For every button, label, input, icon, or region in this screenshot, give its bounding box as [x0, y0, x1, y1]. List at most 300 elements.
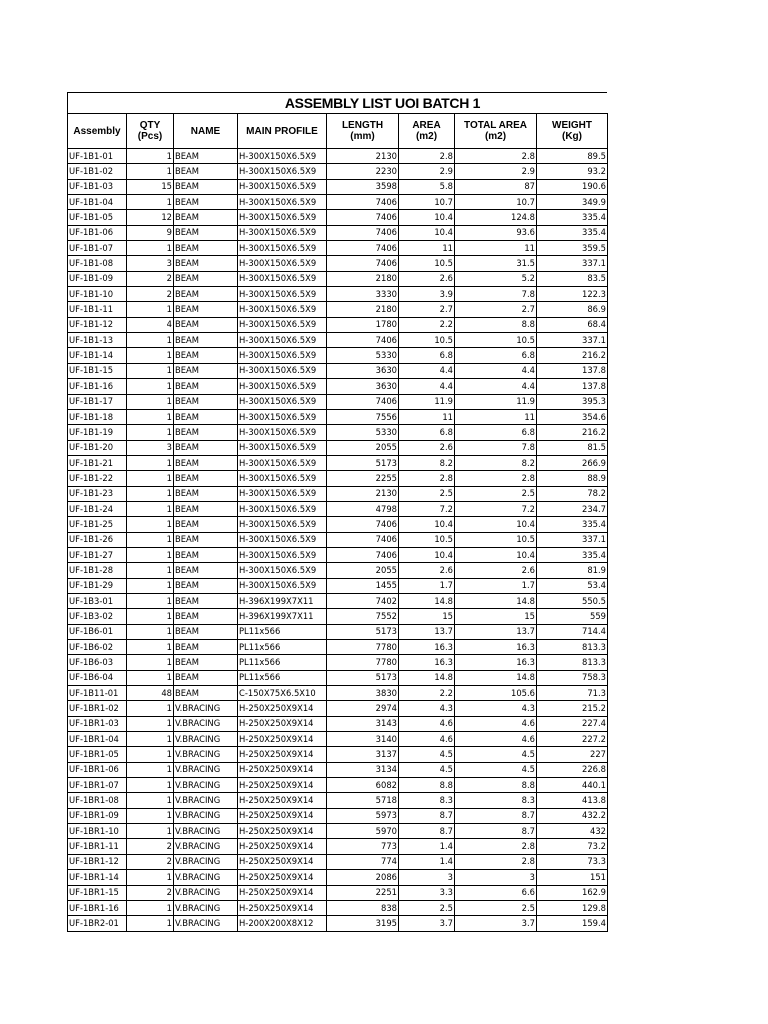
cell-name: BEAM: [174, 670, 238, 685]
cell-name: V.BRACING: [174, 716, 238, 731]
cell-name: V.BRACING: [174, 900, 238, 915]
cell-qty: 1: [127, 455, 174, 470]
cell-area: 4.5: [399, 747, 455, 762]
cell-assembly: UF-1B1-16: [68, 379, 127, 394]
cell-assembly: UF-1B1-22: [68, 471, 127, 486]
cell-length: 7552: [327, 609, 399, 624]
cell-qty: 2: [127, 271, 174, 286]
cell-length: 7406: [327, 256, 399, 271]
cell-length: 7406: [327, 333, 399, 348]
table-row: [68, 210, 608, 225]
cell-area: 4.5: [399, 762, 455, 777]
cell-name: V.BRACING: [174, 854, 238, 869]
cell-main-profile: H-250X250X9X14: [238, 762, 327, 777]
cell-total-area: 11: [455, 241, 537, 256]
cell-qty: 1: [127, 870, 174, 885]
cell-area: 4.4: [399, 363, 455, 378]
cell-length: 7402: [327, 593, 399, 608]
table-row: [68, 578, 608, 593]
cell-weight: 349.9: [537, 195, 608, 210]
cell-total-area: 2.6: [455, 563, 537, 578]
cell-total-area: 3: [455, 870, 537, 885]
cell-area: 10.4: [399, 210, 455, 225]
cell-total-area: 105.6: [455, 686, 537, 701]
cell-area: 2.6: [399, 563, 455, 578]
cell-area: 4.6: [399, 716, 455, 731]
table-row: [68, 778, 608, 793]
cell-name: BEAM: [174, 256, 238, 271]
cell-total-area: 4.4: [455, 379, 537, 394]
cell-weight: 432.2: [537, 808, 608, 823]
cell-length: 7406: [327, 547, 399, 562]
table-row: [68, 900, 608, 915]
cell-total-area: 4.6: [455, 732, 537, 747]
cell-assembly: UF-1B6-01: [68, 624, 127, 639]
cell-assembly: UF-1B3-02: [68, 609, 127, 624]
table-row: [68, 547, 608, 562]
cell-area: 3.7: [399, 916, 455, 931]
cell-total-area: 8.3: [455, 793, 537, 808]
table-row: [68, 670, 608, 685]
cell-assembly: UF-1B1-07: [68, 241, 127, 256]
cell-qty: 2: [127, 885, 174, 900]
cell-assembly: UF-1BR1-04: [68, 732, 127, 747]
cell-name: BEAM: [174, 195, 238, 210]
cell-length: 3195: [327, 916, 399, 931]
cell-total-area: 16.3: [455, 655, 537, 670]
cell-main-profile: H-250X250X9X14: [238, 900, 327, 915]
cell-qty: 1: [127, 149, 174, 164]
cell-assembly: UF-1B1-20: [68, 440, 127, 455]
table-row: [68, 808, 608, 823]
cell-assembly: UF-1B1-03: [68, 179, 127, 194]
table-row: [68, 409, 608, 424]
cell-area: 1.4: [399, 854, 455, 869]
cell-assembly: UF-1B1-11: [68, 302, 127, 317]
cell-weight: 68.4: [537, 317, 608, 332]
cell-main-profile: H-300X150X6.5X9: [238, 317, 327, 332]
table-row: [68, 686, 608, 701]
cell-length: 838: [327, 900, 399, 915]
cell-total-area: 10.5: [455, 333, 537, 348]
cell-main-profile: H-250X250X9X14: [238, 747, 327, 762]
cell-area: 11: [399, 409, 455, 424]
cell-main-profile: PL11x566: [238, 640, 327, 655]
cell-weight: 413.8: [537, 793, 608, 808]
cell-length: 2055: [327, 563, 399, 578]
cell-assembly: UF-1BR1-16: [68, 900, 127, 915]
cell-weight: 227.2: [537, 732, 608, 747]
cell-weight: 234.7: [537, 501, 608, 516]
cell-length: 7406: [327, 225, 399, 240]
cell-assembly: UF-1B1-01: [68, 149, 127, 164]
cell-area: 11: [399, 241, 455, 256]
cell-length: 3598: [327, 179, 399, 194]
cell-main-profile: H-300X150X6.5X9: [238, 302, 327, 317]
sheet-title: ASSEMBLY LIST UOI BATCH 1: [67, 92, 607, 113]
cell-qty: 1: [127, 363, 174, 378]
table-row: [68, 563, 608, 578]
cell-total-area: 6.8: [455, 348, 537, 363]
table-row: [68, 225, 608, 240]
cell-assembly: UF-1BR2-01: [68, 916, 127, 931]
cell-assembly: UF-1BR1-14: [68, 870, 127, 885]
cell-length: 1455: [327, 578, 399, 593]
cell-length: 5973: [327, 808, 399, 823]
table-row: [68, 701, 608, 716]
col-header-qty: QTY (Pcs): [127, 114, 174, 149]
cell-name: BEAM: [174, 409, 238, 424]
cell-qty: 1: [127, 624, 174, 639]
cell-assembly: UF-1B1-26: [68, 532, 127, 547]
cell-qty: 48: [127, 686, 174, 701]
cell-name: BEAM: [174, 317, 238, 332]
cell-main-profile: H-250X250X9X14: [238, 793, 327, 808]
cell-name: BEAM: [174, 624, 238, 639]
cell-total-area: 8.8: [455, 317, 537, 332]
cell-main-profile: H-300X150X6.5X9: [238, 379, 327, 394]
cell-length: 5173: [327, 624, 399, 639]
cell-qty: 1: [127, 793, 174, 808]
cell-assembly: UF-1B3-01: [68, 593, 127, 608]
cell-name: BEAM: [174, 179, 238, 194]
cell-weight: 83.5: [537, 271, 608, 286]
table-row: [68, 379, 608, 394]
cell-main-profile: H-396X199X7X11: [238, 593, 327, 608]
cell-length: 7406: [327, 195, 399, 210]
cell-area: 10.4: [399, 517, 455, 532]
cell-area: 10.5: [399, 532, 455, 547]
cell-main-profile: H-300X150X6.5X9: [238, 179, 327, 194]
cell-assembly: UF-1B1-21: [68, 455, 127, 470]
cell-qty: 1: [127, 471, 174, 486]
cell-name: BEAM: [174, 379, 238, 394]
cell-name: BEAM: [174, 333, 238, 348]
cell-weight: 137.8: [537, 363, 608, 378]
cell-weight: 354.6: [537, 409, 608, 424]
cell-weight: 71.3: [537, 686, 608, 701]
cell-length: 3830: [327, 686, 399, 701]
cell-main-profile: PL11x566: [238, 655, 327, 670]
cell-total-area: 87: [455, 179, 537, 194]
cell-weight: 159.4: [537, 916, 608, 931]
cell-total-area: 2.7: [455, 302, 537, 317]
cell-length: 5173: [327, 670, 399, 685]
cell-weight: 73.2: [537, 839, 608, 854]
col-header-assembly: Assembly: [68, 114, 127, 149]
cell-assembly: UF-1B1-23: [68, 486, 127, 501]
cell-name: V.BRACING: [174, 732, 238, 747]
cell-area: 11.9: [399, 394, 455, 409]
cell-qty: 1: [127, 701, 174, 716]
cell-qty: 1: [127, 563, 174, 578]
cell-area: 4.6: [399, 732, 455, 747]
cell-area: 14.8: [399, 593, 455, 608]
cell-weight: 93.2: [537, 164, 608, 179]
cell-main-profile: H-300X150X6.5X9: [238, 440, 327, 455]
cell-total-area: 4.6: [455, 716, 537, 731]
cell-main-profile: H-200X200X8X12: [238, 916, 327, 931]
cell-length: 2130: [327, 486, 399, 501]
cell-main-profile: H-300X150X6.5X9: [238, 517, 327, 532]
cell-area: 3: [399, 870, 455, 885]
cell-area: 15: [399, 609, 455, 624]
cell-main-profile: H-300X150X6.5X9: [238, 210, 327, 225]
cell-qty: 3: [127, 256, 174, 271]
table-row: [68, 593, 608, 608]
cell-total-area: 2.9: [455, 164, 537, 179]
cell-assembly: UF-1BR1-12: [68, 854, 127, 869]
cell-total-area: 7.8: [455, 287, 537, 302]
cell-total-area: 15: [455, 609, 537, 624]
table-row: [68, 149, 608, 164]
cell-main-profile: H-300X150X6.5X9: [238, 241, 327, 256]
cell-assembly: UF-1B1-14: [68, 348, 127, 363]
table-row: [68, 854, 608, 869]
cell-assembly: UF-1B1-28: [68, 563, 127, 578]
cell-name: V.BRACING: [174, 762, 238, 777]
cell-assembly: UF-1BR1-10: [68, 824, 127, 839]
cell-assembly: UF-1B1-12: [68, 317, 127, 332]
cell-qty: 1: [127, 348, 174, 363]
cell-assembly: UF-1B6-02: [68, 640, 127, 655]
cell-qty: 1: [127, 501, 174, 516]
cell-assembly: UF-1B1-10: [68, 287, 127, 302]
table-row: [68, 241, 608, 256]
table-row: [68, 440, 608, 455]
cell-main-profile: H-300X150X6.5X9: [238, 563, 327, 578]
cell-area: 7.2: [399, 501, 455, 516]
cell-weight: 78.2: [537, 486, 608, 501]
cell-area: 16.3: [399, 655, 455, 670]
cell-name: V.BRACING: [174, 870, 238, 885]
cell-total-area: 8.8: [455, 778, 537, 793]
cell-main-profile: H-300X150X6.5X9: [238, 333, 327, 348]
cell-assembly: UF-1BR1-09: [68, 808, 127, 823]
cell-qty: 1: [127, 762, 174, 777]
cell-main-profile: H-300X150X6.5X9: [238, 578, 327, 593]
cell-length: 2180: [327, 302, 399, 317]
cell-assembly: UF-1B6-04: [68, 670, 127, 685]
cell-qty: 1: [127, 609, 174, 624]
cell-main-profile: H-300X150X6.5X9: [238, 455, 327, 470]
cell-main-profile: H-300X150X6.5X9: [238, 348, 327, 363]
table-row: [68, 640, 608, 655]
cell-total-area: 10.5: [455, 532, 537, 547]
cell-main-profile: H-300X150X6.5X9: [238, 225, 327, 240]
cell-qty: 1: [127, 747, 174, 762]
table-row: [68, 425, 608, 440]
cell-main-profile: H-250X250X9X14: [238, 778, 327, 793]
cell-name: V.BRACING: [174, 778, 238, 793]
cell-main-profile: H-250X250X9X14: [238, 839, 327, 854]
table-row: [68, 287, 608, 302]
cell-weight: 86.9: [537, 302, 608, 317]
cell-area: 8.7: [399, 824, 455, 839]
cell-total-area: 2.8: [455, 854, 537, 869]
cell-name: BEAM: [174, 486, 238, 501]
cell-qty: 1: [127, 900, 174, 915]
cell-main-profile: H-250X250X9X14: [238, 716, 327, 731]
table-row: [68, 471, 608, 486]
cell-main-profile: H-300X150X6.5X9: [238, 195, 327, 210]
cell-weight: 81.9: [537, 563, 608, 578]
cell-length: 6082: [327, 778, 399, 793]
cell-name: BEAM: [174, 501, 238, 516]
cell-weight: 137.8: [537, 379, 608, 394]
cell-area: 8.7: [399, 808, 455, 823]
table-row: [68, 747, 608, 762]
cell-area: 16.3: [399, 640, 455, 655]
cell-area: 13.7: [399, 624, 455, 639]
table-row: [68, 517, 608, 532]
cell-qty: 1: [127, 778, 174, 793]
cell-name: BEAM: [174, 149, 238, 164]
cell-main-profile: PL11x566: [238, 624, 327, 639]
cell-area: 8.2: [399, 455, 455, 470]
cell-length: 7780: [327, 640, 399, 655]
table-row: [68, 179, 608, 194]
cell-qty: 1: [127, 732, 174, 747]
cell-length: 773: [327, 839, 399, 854]
cell-qty: 1: [127, 425, 174, 440]
cell-qty: 3: [127, 440, 174, 455]
cell-name: V.BRACING: [174, 885, 238, 900]
cell-qty: 1: [127, 655, 174, 670]
cell-name: BEAM: [174, 563, 238, 578]
cell-length: 7780: [327, 655, 399, 670]
cell-name: BEAM: [174, 547, 238, 562]
cell-length: 7406: [327, 210, 399, 225]
cell-name: V.BRACING: [174, 824, 238, 839]
cell-total-area: 6.8: [455, 425, 537, 440]
table-row: [68, 348, 608, 363]
cell-qty: 1: [127, 824, 174, 839]
cell-area: 10.5: [399, 333, 455, 348]
cell-area: 3.3: [399, 885, 455, 900]
cell-weight: 215.2: [537, 701, 608, 716]
table-row: [68, 762, 608, 777]
cell-name: BEAM: [174, 578, 238, 593]
cell-total-area: 7.8: [455, 440, 537, 455]
cell-length: 3140: [327, 732, 399, 747]
cell-qty: 2: [127, 854, 174, 869]
cell-weight: 129.8: [537, 900, 608, 915]
cell-name: BEAM: [174, 655, 238, 670]
cell-weight: 440.1: [537, 778, 608, 793]
cell-weight: 216.2: [537, 348, 608, 363]
cell-weight: 335.4: [537, 225, 608, 240]
cell-total-area: 4.4: [455, 363, 537, 378]
col-header-main-profile: MAIN PROFILE: [238, 114, 327, 149]
cell-total-area: 3.7: [455, 916, 537, 931]
cell-name: BEAM: [174, 271, 238, 286]
cell-length: 2086: [327, 870, 399, 885]
col-header-weight: WEIGHT (Kg): [537, 114, 608, 149]
cell-qty: 1: [127, 394, 174, 409]
cell-assembly: UF-1BR1-11: [68, 839, 127, 854]
cell-total-area: 14.8: [455, 670, 537, 685]
cell-area: 10.4: [399, 225, 455, 240]
cell-total-area: 1.7: [455, 578, 537, 593]
col-header-name: NAME: [174, 114, 238, 149]
cell-length: 5330: [327, 348, 399, 363]
cell-length: 3134: [327, 762, 399, 777]
cell-name: BEAM: [174, 348, 238, 363]
table-body: [68, 149, 608, 932]
cell-qty: 1: [127, 486, 174, 501]
cell-name: V.BRACING: [174, 808, 238, 823]
cell-assembly: UF-1B1-08: [68, 256, 127, 271]
cell-total-area: 8.7: [455, 808, 537, 823]
cell-weight: 266.9: [537, 455, 608, 470]
cell-weight: 335.4: [537, 547, 608, 562]
cell-length: 5330: [327, 425, 399, 440]
cell-main-profile: H-250X250X9X14: [238, 732, 327, 747]
cell-area: 8.8: [399, 778, 455, 793]
cell-assembly: UF-1BR1-07: [68, 778, 127, 793]
cell-weight: 226.8: [537, 762, 608, 777]
table-row: [68, 317, 608, 332]
cell-length: 3330: [327, 287, 399, 302]
cell-main-profile: H-300X150X6.5X9: [238, 501, 327, 516]
cell-length: 2255: [327, 471, 399, 486]
cell-weight: 88.9: [537, 471, 608, 486]
cell-qty: 1: [127, 379, 174, 394]
cell-main-profile: H-396X199X7X11: [238, 609, 327, 624]
cell-area: 2.7: [399, 302, 455, 317]
cell-main-profile: H-250X250X9X14: [238, 854, 327, 869]
cell-main-profile: H-300X150X6.5X9: [238, 164, 327, 179]
table-row: [68, 532, 608, 547]
cell-weight: 73.3: [537, 854, 608, 869]
cell-area: 2.8: [399, 149, 455, 164]
table-row: [68, 839, 608, 854]
cell-assembly: UF-1B1-27: [68, 547, 127, 562]
cell-total-area: 11: [455, 409, 537, 424]
cell-total-area: 13.7: [455, 624, 537, 639]
assembly-list-sheet: [67, 92, 607, 932]
cell-total-area: 11.9: [455, 394, 537, 409]
cell-area: 2.8: [399, 471, 455, 486]
cell-weight: 151: [537, 870, 608, 885]
cell-weight: 190.6: [537, 179, 608, 194]
cell-assembly: UF-1B1-15: [68, 363, 127, 378]
cell-weight: 337.1: [537, 532, 608, 547]
table-row: [68, 195, 608, 210]
cell-length: 7556: [327, 409, 399, 424]
cell-qty: 1: [127, 808, 174, 823]
cell-qty: 1: [127, 517, 174, 532]
cell-qty: 1: [127, 333, 174, 348]
table-row: [68, 655, 608, 670]
cell-length: 3143: [327, 716, 399, 731]
table-row: [68, 363, 608, 378]
cell-assembly: UF-1BR1-05: [68, 747, 127, 762]
cell-weight: 359.5: [537, 241, 608, 256]
cell-weight: 122.3: [537, 287, 608, 302]
cell-name: BEAM: [174, 440, 238, 455]
cell-qty: 1: [127, 302, 174, 317]
cell-assembly: UF-1BR1-06: [68, 762, 127, 777]
cell-name: BEAM: [174, 609, 238, 624]
cell-qty: 1: [127, 670, 174, 685]
cell-weight: 432: [537, 824, 608, 839]
cell-name: BEAM: [174, 363, 238, 378]
table-row: [68, 256, 608, 271]
cell-weight: 335.4: [537, 210, 608, 225]
table-row: [68, 824, 608, 839]
